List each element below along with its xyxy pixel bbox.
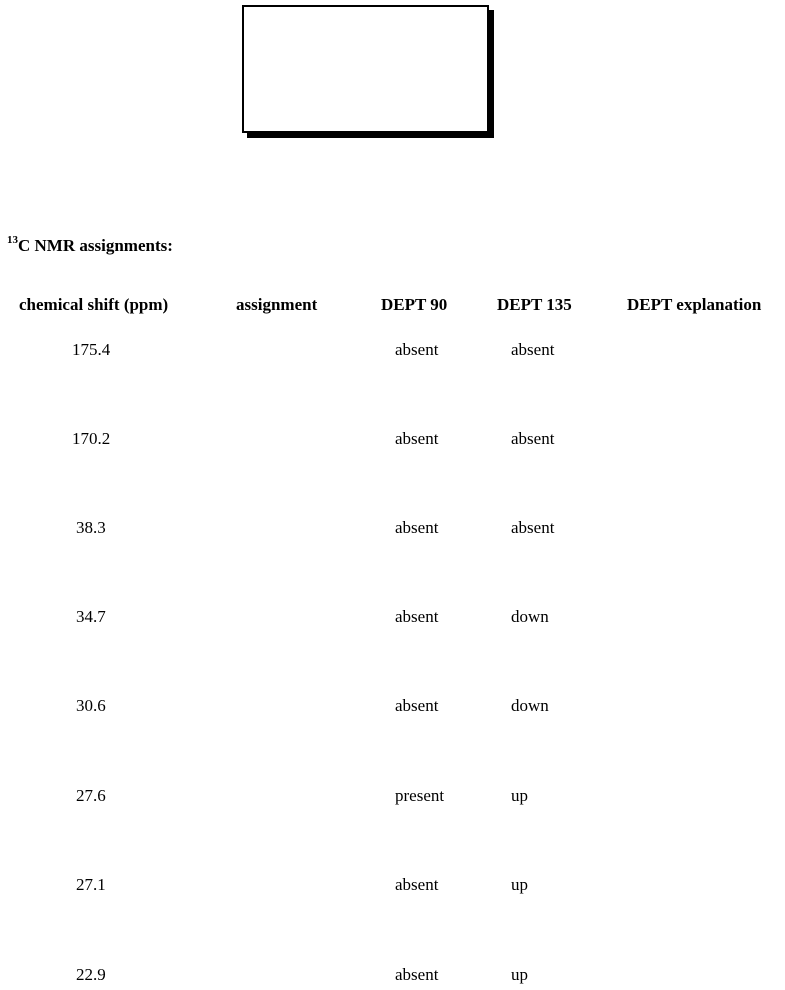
table-row — [0, 429, 785, 451]
column-header-assignment: assignment — [236, 295, 318, 314]
column-header-shift: chemical shift (ppm) — [19, 295, 169, 314]
structure-answer-box[interactable] — [242, 5, 489, 133]
column-header-dept135: DEPT 135 — [497, 295, 572, 314]
shift-value: 27.6 — [76, 786, 106, 805]
table-row — [0, 340, 785, 362]
table-row — [0, 518, 785, 540]
isotope-superscript: 13 — [7, 234, 18, 247]
column-header-dept90: DEPT 90 — [381, 295, 448, 314]
dept135-value: up — [511, 786, 528, 805]
dept135-value: absent — [511, 518, 555, 537]
dept90-value: absent — [395, 696, 439, 715]
dept90-value: present — [395, 786, 445, 805]
dept135-value: absent — [511, 340, 555, 359]
shift-value: 175.4 — [72, 340, 111, 359]
shift-value: 22.9 — [76, 965, 106, 984]
dept90-value: absent — [395, 607, 439, 626]
dept135-value: absent — [511, 429, 555, 448]
dept135-value: down — [511, 696, 549, 715]
dept90-value: absent — [395, 340, 439, 359]
shift-value: 34.7 — [76, 607, 106, 626]
shift-value: 27.1 — [76, 875, 106, 894]
dept135-value: up — [511, 965, 528, 984]
dept90-value: absent — [395, 875, 439, 894]
column-header-explanation: DEPT explanation — [627, 295, 762, 314]
dept90-value: absent — [395, 429, 439, 448]
dept135-value: down — [511, 607, 549, 626]
dept90-value: absent — [395, 518, 439, 537]
shift-value: 30.6 — [76, 696, 106, 715]
table-row — [0, 965, 785, 987]
table-row — [0, 786, 785, 808]
table-row — [0, 607, 785, 629]
heading-text: C NMR assignments: — [18, 236, 173, 255]
dept135-value: up — [511, 875, 528, 894]
shift-value: 170.2 — [72, 429, 111, 448]
section-heading — [7, 236, 173, 256]
dept90-value: absent — [395, 965, 439, 984]
table-row — [0, 696, 785, 718]
table-row — [0, 875, 785, 897]
shift-value: 38.3 — [76, 518, 106, 537]
